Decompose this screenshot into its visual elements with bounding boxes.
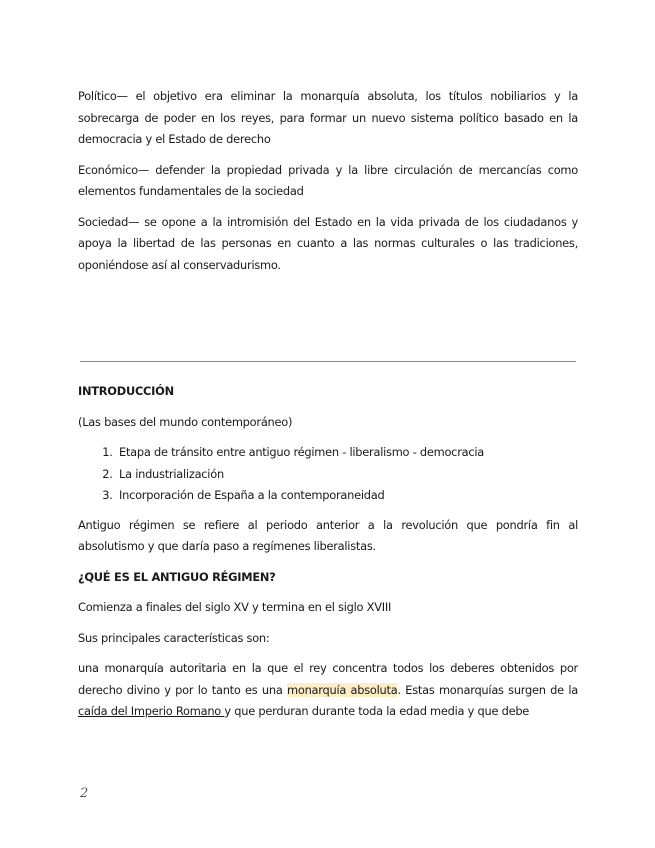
text-segment: y que perduran durante toda la edad media y que debe xyxy=(224,704,530,718)
underlined-text: caída del Imperio Romano xyxy=(78,704,225,718)
intro-subtitle: (Las bases del mundo contemporáneo) xyxy=(78,414,293,429)
paragraph-caracteristicas: Sus principales características son: xyxy=(78,630,270,645)
list-item: 1. Etapa de tránsito entre antiguo régimen - liberalismo - democracia xyxy=(116,442,578,464)
text-segment: . Estas monarquías surgen de la xyxy=(397,682,578,697)
highlighted-text: monarquía absoluta xyxy=(287,682,398,697)
list-item: 2. La industrialización xyxy=(116,464,578,486)
horizontal-rule xyxy=(80,361,576,362)
page-number: 2 xyxy=(80,786,89,801)
topics-list xyxy=(78,442,578,507)
paragraph-politico: Político— el objetivo era eliminar la monarquía absoluta, los títulos nobiliarios y la sobrecarga de poder en los reyes, para formar un nuevo sistema político basado en la democracia y el Estado de derecho xyxy=(78,89,578,146)
heading-que-es-antiguo-regimen: ¿QUÉ ES EL ANTIGUO RÉGIMEN? xyxy=(78,569,276,584)
list-item: 3. Incorporación de España a la contemporaneidad xyxy=(116,485,578,507)
paragraph-economico: Económico— defender la propiedad privada y la libre circulación de mercancías como elementos fundamentales de la sociedad xyxy=(78,162,578,198)
paragraph-sociedad: Sociedad— se opone a la intromisión del Estado en la vida privada de los ciudadanos y apoya la libertad de las personas en cuanto a las normas culturales o las tradiciones, oponiéndose así al conservadurismo. xyxy=(78,214,578,272)
document-page xyxy=(78,86,578,732)
paragraph-antiguo-regimen-intro: Antiguo régimen se refiere al periodo anterior a la revolución que pondría fin al absolutismo y que daría paso a regímenes liberalistas. xyxy=(78,517,578,553)
text-segment: una monarquía autoritaria en la que el rey concentra todos los deberes obtenidos por derecho divino y por lo tanto es una xyxy=(78,661,578,697)
paragraph-periodo: Comienza a finales del siglo XV y termina en el siglo XVIII xyxy=(78,600,392,614)
heading-introduccion: INTRODUCCIÓN xyxy=(78,384,174,398)
paragraph-monarquia xyxy=(78,658,578,723)
